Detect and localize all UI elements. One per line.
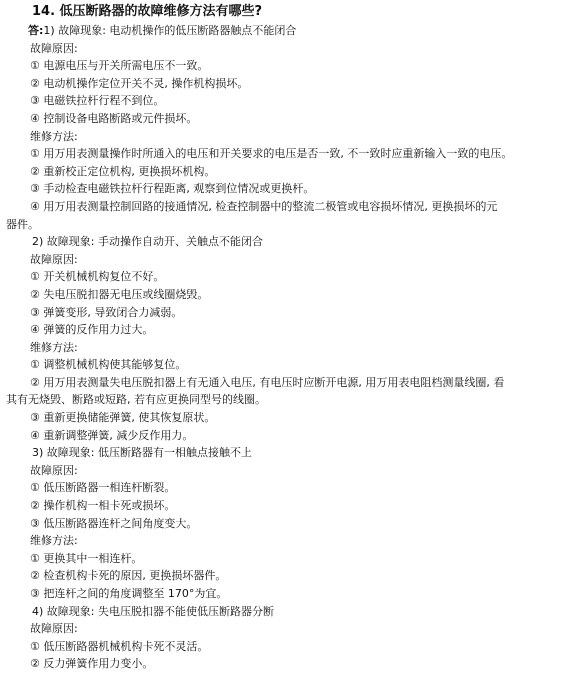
list-item: ④ 控制设备电路断路或元件损坏。: [30, 111, 198, 125]
list-item: ② 电动机操作定位开关不灵, 操作机构损坏。: [30, 76, 249, 90]
cause-heading: 故障原因:: [30, 41, 78, 55]
list-item: ② 反力弹簧作用力变小。: [30, 657, 154, 671]
list-item-continuation: 器件。: [6, 217, 39, 231]
list-item: ① 开关机械机构复位不好。: [30, 270, 165, 284]
repair-heading: 维修方法:: [30, 534, 78, 548]
fault-2-symptom: 2) 故障现象: 手动操作自动开、关触点不能闭合: [32, 235, 263, 249]
list-item: ① 更换其中一相连杆。: [30, 551, 143, 565]
list-item: ② 检查机构卡死的原因, 更换损坏器件。: [30, 569, 227, 583]
list-item: ① 低压断路器一相连杆断裂。: [30, 481, 176, 495]
cause-heading: 故障原因:: [30, 463, 78, 477]
list-item: ③ 弹簧变形, 导致闭合力减弱。: [30, 305, 183, 319]
fault-1-symptom: 1) 故障现象: 电动机操作的低压断路器触点不能闭合: [43, 24, 297, 37]
list-item: ① 低压断路器机械机构卡死不灵活。: [30, 639, 209, 653]
list-item: ③ 重新更换储能弹簧, 使其恢复原状。: [30, 411, 216, 425]
question-title: 14. 低压断路器的故障维修方法有哪些?: [32, 4, 263, 19]
repair-heading: 维修方法:: [30, 340, 78, 354]
list-item: ② 失电压脱扣器无电压或线圈烧毁。: [30, 287, 209, 301]
list-item: ③ 手动检查电磁铁拉杆行程距离, 观察到位情况或更换杆。: [30, 182, 315, 196]
fault-4-symptom: 4) 故障现象: 失电压脱扣器不能使低压断路器分断: [32, 604, 274, 618]
list-item: ① 电源电压与开关所需电压不一致。: [30, 59, 209, 73]
cause-heading: 故障原因:: [30, 622, 78, 636]
list-item: ① 用万用表测量操作时所通入的电压和开关要求的电压是否一致, 不一致时应重新输入一致的电压。: [30, 147, 513, 161]
cause-heading: 故障原因:: [30, 252, 78, 266]
list-item: ④ 用万用表测量控制回路的接通情况, 检查控制器中的整流二极管或电容损坏情况, 更换损坏的元: [30, 199, 498, 213]
list-item-continuation: 其有无烧毁、断路或短路, 若有应更换同型号的线圈。: [6, 393, 266, 407]
list-item: ③ 把连杆之间的角度调整至 170°为宜。: [30, 587, 228, 600]
list-item: ④ 重新调整弹簧, 减少反作用力。: [30, 428, 194, 442]
fault-3-symptom: 3) 故障现象: 低压断路器有一相触点接触不上: [32, 446, 252, 460]
list-item: ③ 电磁铁拉杆行程不到位。: [30, 94, 165, 108]
list-item: ② 操作机构一相卡死或损坏。: [30, 499, 176, 513]
list-item: ④ 弹簧的反作用力过大。: [30, 323, 154, 337]
repair-heading: 维修方法:: [30, 129, 78, 143]
list-item: ③ 低压断路器连杆之间角度变大。: [30, 516, 198, 530]
list-item: ② 用万用表测量失电压脱扣器上有无通入电压, 有电压时应断开电源, 用万用表电阻档测量线圈, 看: [30, 375, 505, 389]
answer-label: 答:: [28, 24, 44, 37]
list-item: ① 调整机械机构使其能够复位。: [30, 358, 187, 372]
answer-line-1: [6, 22, 568, 40]
list-item: ② 重新校正定位机构, 更换损坏机构。: [30, 164, 216, 178]
